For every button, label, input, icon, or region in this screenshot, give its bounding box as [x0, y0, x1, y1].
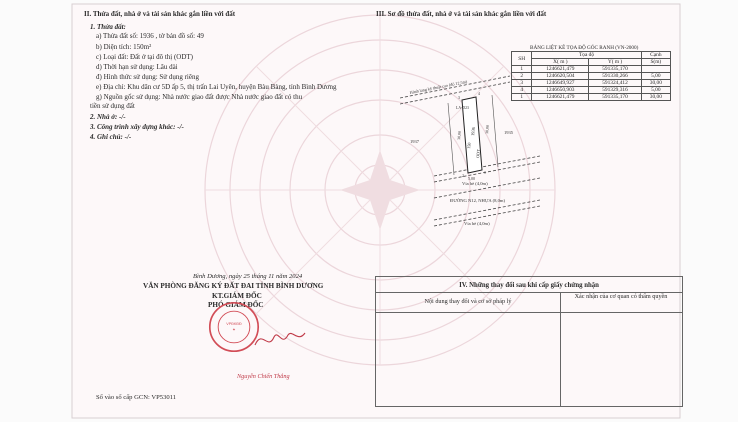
technical-corridor-line — [400, 76, 510, 98]
cell: 3 — [512, 80, 532, 87]
coord-sub-y: Y( m ) — [589, 59, 641, 66]
coord-header-toado: Tọa độ — [532, 52, 641, 59]
cell: 1246620,504 — [532, 73, 589, 80]
cell: 1 — [512, 94, 532, 101]
signer-name: Nguyễn Chiến Thắng — [237, 373, 290, 380]
cell: 1246650,903 — [532, 87, 589, 94]
coord-sub-x: X( m ) — [532, 59, 589, 66]
cell: 4 — [512, 87, 532, 94]
changes-col-confirm: Xác nhận của cơ quan có thẩm quyền — [574, 293, 668, 300]
cell: 5,00 — [641, 73, 670, 80]
cell: 1246649,927 — [532, 80, 589, 87]
area-label: 150 — [466, 142, 472, 150]
sidewalk-line-bottom — [434, 200, 540, 220]
coord-table-caption: BẢNG LIỆT KÊ TỌA ĐỘ GÓC RANH (VN-2000) — [530, 45, 639, 51]
point-1-label: 1 — [484, 171, 486, 175]
cell: 5,00 — [641, 87, 670, 94]
note-line: 4. Ghi chú: -/- — [90, 133, 132, 141]
coord-header-sh: SH — [512, 52, 532, 66]
side-right-label: 30,00 — [484, 124, 490, 135]
parcel-line-c: c) Loại đất: Đất ở tại đô thị (ODT) — [96, 53, 194, 61]
changes-col-content: Nội dung thay đổi và cơ sở pháp lý — [424, 298, 512, 305]
sidewalk-top-label: Vỉa hè (4,0m) — [462, 181, 488, 186]
road-label: ĐƯỜNG N12, NHỰA (8,0m) — [450, 198, 505, 203]
sidewalk-line-top — [434, 156, 540, 176]
lot-label: LA-D23 — [456, 106, 469, 110]
sidewalk-bottom-label: Vỉa hè (4,0m) — [464, 221, 490, 226]
cell: 30,00 — [641, 94, 670, 101]
neighbor-boundary-left — [448, 103, 454, 175]
svg-text:★: ★ — [232, 327, 236, 332]
center-parcel-label: 1936 — [470, 126, 476, 137]
parcel-heading: 1. Thửa đất: — [90, 23, 126, 31]
cell: 591335,170 — [589, 66, 641, 73]
coord-sub-s: S(m) — [641, 59, 670, 66]
section2-title: II. Thửa đất, nhà ở và tài sản khác gắn liền với đất — [84, 10, 236, 18]
cell: 591335,170 — [589, 94, 641, 101]
registry-number: Số vào sổ cấp GCN: VP53011 — [96, 394, 177, 401]
cell: 30,00 — [641, 80, 670, 87]
right-parcel-label: 1935 — [504, 130, 513, 135]
point-3-label: 3 — [458, 96, 460, 100]
parcel-sketch-map — [400, 70, 540, 245]
signature-scribble — [250, 325, 310, 355]
cell: 1246621,479 — [532, 94, 589, 101]
deputy-director: PHÓ GIÁM ĐỐC — [208, 301, 264, 309]
sign-date: Bình Dương, ngày 25 tháng 11 năm 2024 — [193, 273, 303, 280]
house-line: 2. Nhà ở: -/- — [90, 113, 126, 121]
parcel-line-a: a) Thửa đất số: 1936 , tờ bản đồ số: 49 — [96, 32, 204, 40]
type-label: ODT — [475, 149, 481, 159]
left-parcel-label: 1937 — [410, 139, 419, 144]
top-road-label: Hành lang kỹ thuật cao (độ 12,5m) — [409, 78, 468, 95]
coord-header-canh: Cạnh — [641, 52, 670, 59]
parcel-line-g2: tiền sử dụng đất — [90, 102, 135, 110]
parcel-line-dd: đ) Hình thức sử dụng: Sử dụng riêng — [96, 73, 199, 81]
construction-line: 3. Công trình xây dựng khác: -/- — [90, 123, 184, 131]
section3-title: III. Sơ đồ thửa đất, nhà ở và tài sản khác gắn liền với đất — [376, 10, 547, 18]
cell — [641, 66, 670, 73]
kt-director: KT.GIÁM ĐỐC — [212, 292, 262, 300]
parcel-line-g: g) Nguồn gốc sử dụng: Nhà nước giao đất được Nhà nước giao đất có thu — [96, 93, 303, 101]
section4-title: IV. Những thay đổi sau khi cấp giấy chứng nhận — [459, 282, 599, 289]
cell: 2 — [512, 73, 532, 80]
point-4-label: 4 — [478, 92, 480, 96]
cell: 591330,266 — [589, 73, 641, 80]
parcel-line-e: e) Địa chỉ: Khu dân cư 5D ấp 5, thị trấn Lai Uyên, huyện Bàu Bàng, tỉnh Bình Dương — [96, 83, 337, 91]
parcel-line-b: b) Diện tích: 150m² — [96, 43, 152, 51]
cell: 1246621,479 — [532, 66, 589, 73]
parcel-line-d: d) Thời hạn sử dụng: Lâu dài — [96, 63, 178, 71]
cell: 591324,412 — [589, 80, 641, 87]
changes-box — [375, 276, 683, 407]
cell: 1 — [512, 66, 532, 73]
side-left-label: 30,00 — [456, 130, 462, 141]
cell: 591329,316 — [589, 87, 641, 94]
width-bottom-label: 5,00 — [468, 176, 475, 181]
svg-text:VPĐKĐĐ: VPĐKĐĐ — [226, 322, 242, 327]
issuing-office: VĂN PHÒNG ĐĂNG KÝ ĐẤT ĐAI TỈNH BÌNH DƯƠNG — [143, 282, 324, 290]
neighbor-boundary-right — [492, 95, 498, 167]
point-2-label: 2 — [462, 174, 464, 178]
